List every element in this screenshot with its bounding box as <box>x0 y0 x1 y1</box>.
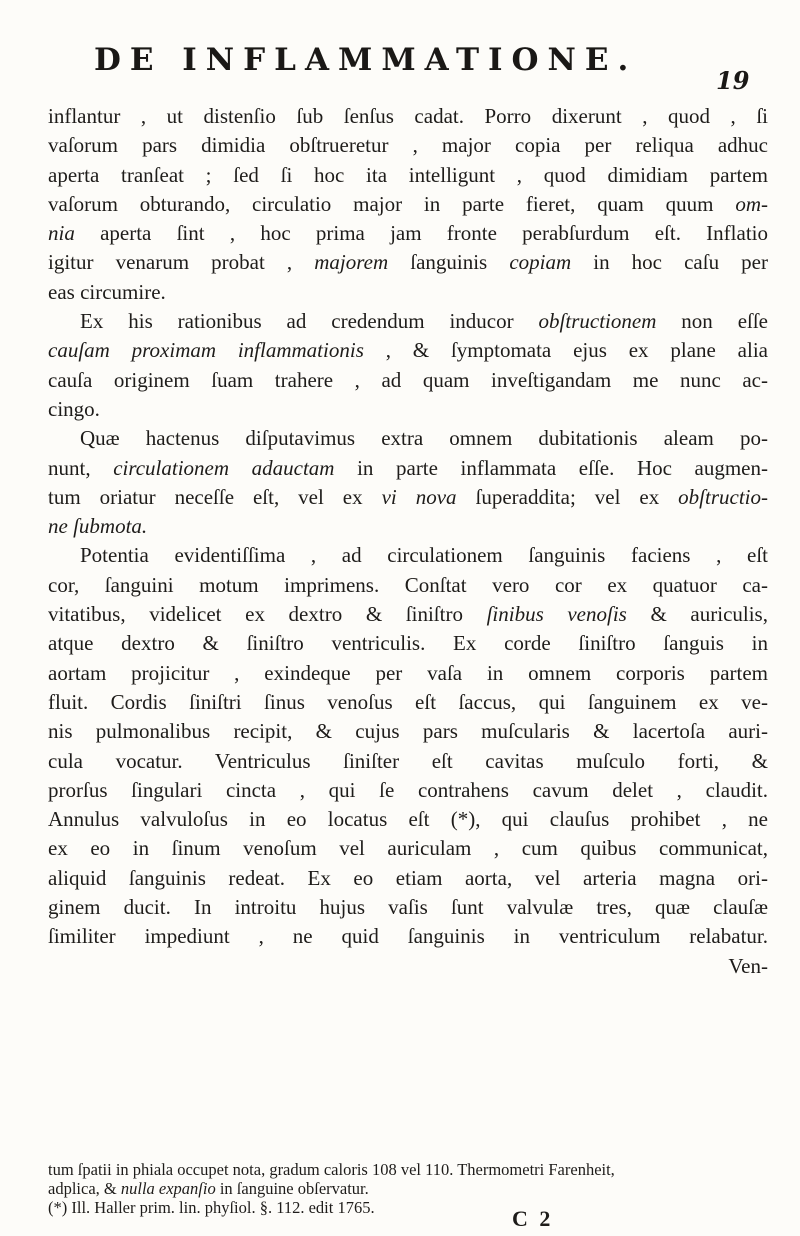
text-run: ſanguinis <box>388 250 510 275</box>
text-line <box>48 483 768 512</box>
emphasis-text: circulationem adauctam <box>113 455 335 480</box>
text-line <box>48 102 768 131</box>
signature-mark: C 2 <box>512 1206 554 1231</box>
text-run: tum oriatur neceſſe eſt, vel ex <box>48 484 382 509</box>
text-run: cula vocatur. Ventriculus ſiniſter eſt cavitas muſculo forti, & <box>48 748 768 773</box>
text-line <box>48 366 768 395</box>
text-run: Annulus valvuloſus in eo locatus eſt (*), qui clauſus prohibet , ne <box>48 807 768 832</box>
running-title: DE INFLAMMATIONE. <box>94 42 638 78</box>
text-run: cor, ſanguini motum imprimens. Conſtat vero cor ex quatuor ca- <box>48 572 768 597</box>
footnote-emphasis: nulla expanſio <box>120 1179 216 1198</box>
text-run: fluit. Cordis ſiniſtri ſinus venoſus eſt ſaccus, qui ſanguinem ex ve- <box>48 689 768 714</box>
text-run: Quæ hactenus diſputavimus extra omnem dubitationis aleam po- <box>80 426 768 451</box>
text-line <box>48 424 768 453</box>
text-run: non eſſe <box>656 309 769 334</box>
emphasis-text: obſtructionem <box>538 309 657 334</box>
text-run: vaſorum pars dimidia obſtrueretur , major copia per reliqua adhuc <box>48 133 768 158</box>
text-run: & auriculis, <box>626 602 768 627</box>
text-line <box>48 893 768 922</box>
text-line <box>48 922 768 951</box>
text-line <box>48 307 768 336</box>
text-line <box>48 454 768 483</box>
text-run: cauſa originem ſuam trahere , ad quam inveſtigandam me nunc ac- <box>48 367 768 392</box>
footnote-text: adplica, & <box>48 1179 121 1198</box>
text-run: vaſorum obturando, circulatio major in parte fieret, quam quum <box>48 191 736 216</box>
text-run: Ven- <box>728 953 768 978</box>
text-run: in hoc caſu per <box>571 250 768 275</box>
text-line <box>48 219 768 248</box>
text-line <box>48 659 768 688</box>
text-run: ex eo in ſinum venoſum vel auriculam , cum quibus communicat, <box>48 836 768 861</box>
text-run: prorſus ſingulari cincta , qui ſe contrahens cavum delet , claudit. <box>48 777 768 802</box>
text-line <box>48 161 768 190</box>
text-run: eas circumire. <box>48 279 166 304</box>
footnote-line <box>48 1179 768 1198</box>
text-line <box>48 190 768 219</box>
text-run: cingo. <box>48 396 100 421</box>
emphasis-text: copiam <box>509 250 572 275</box>
text-line <box>48 131 768 160</box>
text-line <box>48 805 768 834</box>
text-line <box>48 395 768 424</box>
text-line <box>48 248 768 277</box>
emphasis-text: om- <box>735 191 768 216</box>
text-line <box>48 512 768 541</box>
running-head <box>0 42 800 95</box>
text-run: igitur venarum probat , <box>48 250 315 275</box>
text-line <box>48 864 768 893</box>
text-line <box>48 600 768 629</box>
text-line <box>48 571 768 600</box>
text-run: aliquid ſanguinis redeat. Ex eo etiam aorta, vel arteria magna ori- <box>48 865 768 890</box>
emphasis-text: vi nova <box>381 484 457 509</box>
text-run: aortam projicitur , exindeque per vaſa in omnem corporis partem <box>48 660 768 685</box>
text-run: Potentia evidentiſſima , ad circulationem ſanguinis faciens , eſt <box>80 543 768 568</box>
footnote-text: in ſanguine obſervatur. <box>215 1179 369 1198</box>
text-run: atque dextro & ſiniſtro ventriculis. Ex corde ſiniſtro ſanguis in <box>48 631 768 656</box>
text-run: nis pulmonalibus recipit, & cujus pars muſcularis & lacertoſa auri- <box>48 719 768 744</box>
footnote-reference <box>48 1198 768 1217</box>
emphasis-text: ne ſubmota. <box>48 514 148 539</box>
text-run: nunt, <box>48 455 114 480</box>
text-run: ginem ducit. In introitu hujus vaſis ſunt valvulæ tres, quæ clauſæ <box>48 895 768 920</box>
text-run: vitatibus, videlicet ex dextro & ſiniſtro <box>48 602 487 627</box>
text-run: ſuperaddita; vel ex <box>456 484 679 509</box>
emphasis-text: cauſam proximam inflammationis <box>48 338 364 363</box>
text-run: ſimiliter impediunt , ne quid ſanguinis in ventriculum relabatur. <box>48 924 768 949</box>
text-run: aperta tranſeat ; ſed ſi hoc ita intelligunt , quod dimidiam partem <box>48 162 768 187</box>
text-line <box>48 776 768 805</box>
emphasis-text: majorem <box>314 250 389 275</box>
text-run: , & ſymptomata ejus ex plane alia <box>363 338 768 363</box>
text-line <box>48 688 768 717</box>
footnotes <box>48 1160 768 1217</box>
footnote-line <box>48 1160 768 1179</box>
footnote-text: tum ſpatii in phiala occupet nota, gradum caloris 108 vel 110. Thermometri Farenheit, <box>48 1160 615 1179</box>
text-run: in parte inflammata eſſe. Hoc augmen- <box>334 455 768 480</box>
text-run: Ex his rationibus ad credendum inducor <box>80 309 539 334</box>
text-line <box>48 629 768 658</box>
page-number: 19 <box>716 66 750 95</box>
text-run: aperta ſint , hoc prima jam fronte perabſurdum eſt. Inflatio <box>74 221 768 246</box>
text-line <box>48 834 768 863</box>
text-line <box>48 541 768 570</box>
text-line <box>48 278 768 307</box>
text-line <box>48 747 768 776</box>
emphasis-text: obſtructio- <box>678 484 768 509</box>
text-line <box>48 336 768 365</box>
footnote-text: (*) Ill. Haller prim. lin. phyſiol. §. 112. edit 1765. <box>48 1198 375 1217</box>
text-run: inflantur , ut distenſio ſub ſenſus cadat. Porro dixerunt , quod , ſi <box>48 104 768 128</box>
text-line <box>48 717 768 746</box>
emphasis-text: ſinibus venoſis <box>486 602 627 627</box>
text-line <box>48 952 768 981</box>
body-text <box>48 102 768 981</box>
emphasis-text: nia <box>48 221 75 246</box>
